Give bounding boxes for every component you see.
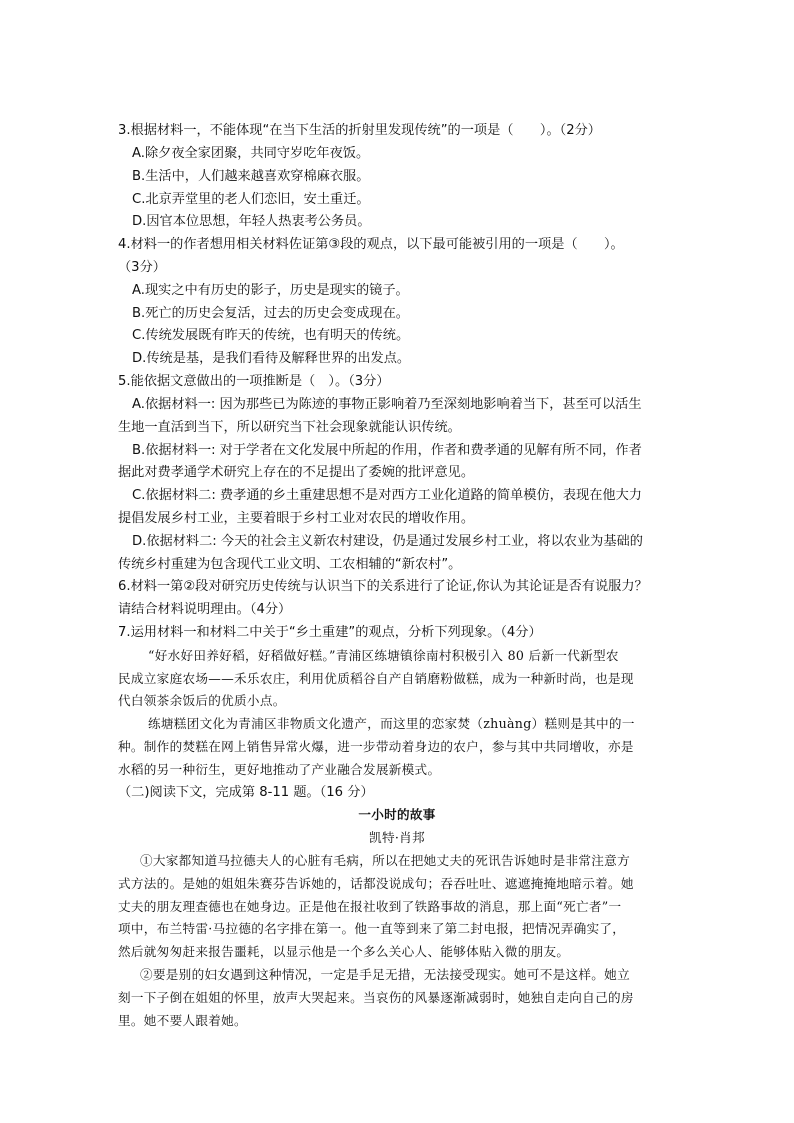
story-paragraph-1-line2: 式方法的。是她的姐姐朱赛芬告诉她的，话都没说成句；吞吞吐吐、遮遮掩掩地暗示着。她: [118, 876, 634, 891]
question-5-option-b-line1: B.依据材料一: 对于学者在文化发展中所起的作用，作者和费孝通的见解有所不同，作者: [132, 443, 642, 458]
question-4-option-d: D.传统是基，是我们看待及解释世界的出发点。: [132, 351, 411, 366]
question-5-option-d-line1: D.依据材料二: 今天的社会主义新农村建设，仍是通过发展乡村工业，将以农业为基础的: [132, 534, 643, 549]
story-paragraph-2-line1: ②要是别的妇女遇到这种情况，一定是手足无措，无法接受现实。她可不是这样。她立: [140, 967, 630, 982]
question-7-para1-line2: 民成立家庭农场——禾乐农庄，利用优质稻谷自产自销磨粉做糕，成为一种新时尚，也是现: [118, 671, 634, 686]
story-author: 凯特·肖邦: [369, 830, 425, 845]
story-paragraph-1-line1: ①大家都知道马拉德夫人的心脏有毛病，所以在把她丈夫的死讯告诉她时是非常注意方: [140, 853, 630, 868]
story-paragraph-2-line2: 刻一下子倒在姐姐的怀里，放声大哭起来。当哀伤的风暴逐渐减弱时，她独自走向自己的房: [118, 990, 634, 1005]
story-title: 一小时的故事: [358, 807, 436, 822]
question-4-stem: 4.材料一的作者想用相关材料佐证第③段的观点，以下最可能被引用的一项是（ ）。: [118, 237, 624, 252]
question-4-option-c: C.传统发展既有昨天的传统，也有明天的传统。: [132, 328, 410, 343]
question-4-option-b: B.死亡的历史会复活，过去的历史会变成现在。: [132, 306, 409, 321]
question-5-option-a-line1: A.依据材料一: 因为那些已为陈迹的事物正影响着乃至深刻地影响着当下，甚至可以活生: [132, 397, 642, 412]
story-paragraph-1-line4: 项中，布兰特雷·马拉德的名字排在第一。他一直等到来了第二封电报，把情况弄确实了，: [118, 921, 626, 936]
question-3-option-a: A.除夕夜全家团聚，共同守岁吃年夜饭。: [132, 146, 370, 161]
question-5-option-a-line2: 生地一直活到当下，所以研究当下社会现象就能认识传统。: [118, 420, 461, 435]
question-3-option-c: C.北京弄堂里的老人们恋旧，安土重迁。: [132, 192, 370, 207]
story-paragraph-1-line5: 然后就匆匆赶来报告噩耗，以显示他是一个多么关心人、能够体贴入微的朋友。: [118, 944, 570, 959]
question-7-para1-line3: 代白领茶余饭后的优质小点。: [118, 693, 286, 708]
section-2-heading: （二)阅读下文，完成第 8-11 题。（16 分）: [118, 785, 374, 800]
question-3-stem: 3.根据材料一，不能体现“在当下生活的折射里发现传统”的一项是（ ）。（2分）: [118, 123, 601, 138]
question-5-option-b-line2: 据此对费孝通学术研究上存在的不足提出了委婉的批评意见。: [118, 465, 475, 480]
question-5-option-c-line2: 提倡发展乡村工业，主要着眼于乡村工业对农民的增收作用。: [118, 511, 475, 526]
question-3-option-b: B.生活中，人们越来越喜欢穿棉麻衣服。: [132, 169, 370, 184]
question-7-para2-line2: 种。制作的焚糕在网上销售异常火爆，进一步带动着身边的农户，参与其中共同增收，亦是: [118, 739, 634, 754]
question-5-option-d-line2: 传统乡村重建为包含现代工业文明、工农相辅的“新农村”。: [118, 557, 462, 572]
question-6-line1: 6.材料一第②段对研究历史传统与认识当下的关系进行了论证,你认为其论证是否有说服力？: [118, 579, 648, 594]
question-7-para1-line1: “好水好田养好稻，好稻做好糕。”青浦区练塘镇徐南村积极引入 80 后新一代新型农: [148, 648, 619, 663]
question-7-para2-line3: 水稻的另一种衍生，更好地推动了产业融合发展新模式。: [118, 762, 441, 777]
question-7-stem: 7.运用材料一和材料二中关于“乡土重建”的观点，分析下列现象。（4分）: [118, 625, 542, 640]
story-paragraph-2-line3: 里。她不要人跟着她。: [118, 1013, 247, 1028]
question-6-line2: 请结合材料说明理由。（4分）: [118, 602, 292, 617]
question-3-option-d: D.因官本位思想，年轻人热衷考公务员。: [132, 214, 371, 229]
question-5-stem: 5.能依据文意做出的一项推断是（ ）。（3分）: [118, 374, 390, 389]
question-5-option-c-line1: C.依据材料二: 费孝通的乡土重建思想不是对西方工业化道路的简单模仿，表现在他大力: [132, 488, 642, 503]
question-4-score: （3分）: [118, 260, 166, 275]
question-7-para2-line1: 练塘糕团文化为青浦区非物质文化遗产，而这里的恋家焚（zhuàng）糕则是其中的一: [148, 716, 635, 731]
question-4-option-a: A.现实之中有历史的影子，历史是现实的镜子。: [132, 283, 409, 298]
story-paragraph-1-line3: 丈夫的朋友理查德也在她身边。正是他在报社收到了铁路事故的消息，那上面“死亡者”一: [118, 899, 622, 914]
